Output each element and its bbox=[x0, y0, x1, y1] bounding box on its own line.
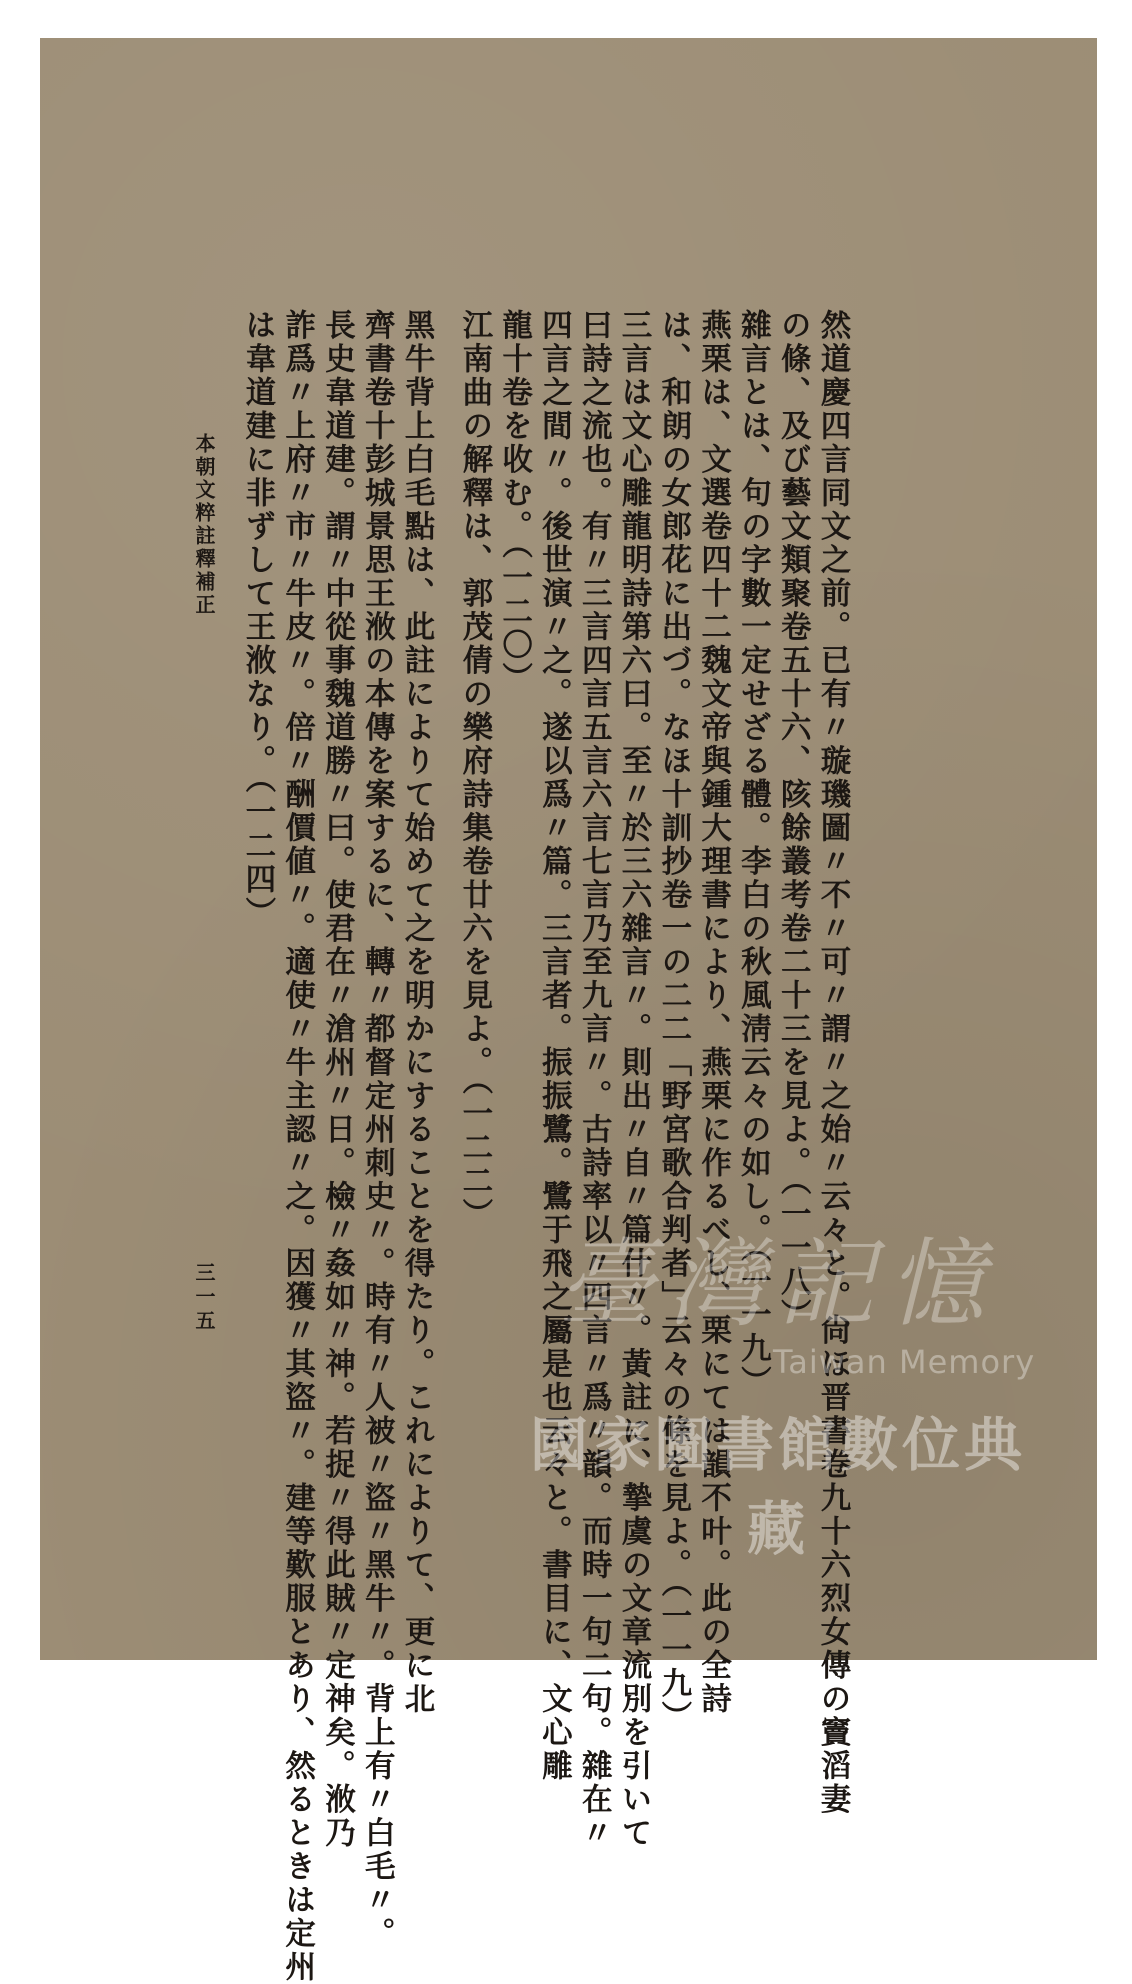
running-title: 本朝文粹註釋補正 bbox=[192, 433, 216, 617]
text-line: 然道慶四言同文之前。已有〃璇璣圖〃不〃可〃謂〃之始〃云々と。尙ほ晋書卷九十六烈女傳の竇滔妻 bbox=[815, 309, 851, 1817]
watermark-chinese: 國家圖書館數位典藏 bbox=[529, 1411, 1026, 1563]
text-line: 三言は文心雕龍明詩第六曰。至〃於三六雜言〃。則出〃自〃篇什〃。黃註に、摯虞の文章流別を引いて bbox=[616, 309, 653, 1850]
text-line: は韋道建に非ずして王浟なり。（一二四） bbox=[239, 309, 276, 931]
body-text bbox=[237, 309, 852, 1984]
text-line: は、和朗の女郎花に出づ。なほ十訓抄卷一の二二「野宮歌合判者」云々の條を見よ。（一一九） bbox=[655, 309, 692, 1735]
text-line: 曰詩之流也。有〃三言四言五言六言七言乃至九言〃。古詩率以〃四言〃爲〃韻。而時一句二句。雜在〃 bbox=[576, 309, 613, 1850]
watermark-script: 臺灣記憶 bbox=[558, 1228, 998, 1340]
text-line: 龍十卷を收む。（一二〇） bbox=[496, 309, 533, 696]
text-line: 江南曲の解釋は、郭茂倩の樂府詩集卷廿六を見よ。（一二二） bbox=[456, 309, 493, 1232]
text-line: の條、及び藝文類聚卷五十六、陔餘叢考卷二十三を見よ。（一一八） bbox=[775, 309, 812, 1333]
text-line: 長史韋道建。謂〃中從事魏道勝〃曰。使君在〃滄州〃日。檢〃姦如〃神。若捉〃得此賊〃定神矣。浟乃 bbox=[319, 309, 356, 1850]
text-line: 齊書卷十彭城景思王浟の本傳を案するに、轉〃都督定州刺史〃。時有〃人被〃盜〃黑牛〃。背上有〃白毛〃。 bbox=[359, 309, 396, 1951]
text-line: 四言之間〃。後世演〃之。遂以爲〃篇。三言者。振振鷺。鷺于飛之屬是也云々と。書目に、文心雕 bbox=[536, 309, 573, 1783]
text-line: 燕栗は、文選卷四十二魏文帝與鍾大理書により、燕栗に作るべし、栗にては韻不叶。此の全詩 bbox=[695, 309, 732, 1716]
watermark-english: Taiwan Memory bbox=[773, 1343, 1036, 1381]
text-line: 黑牛背上白毛點は、此註によりて始めて之を明かにすることを得たり。これによりて、更に北 bbox=[399, 309, 436, 1716]
text-line: 雜言とは、句の字數一定せざる體。李白の秋風淸云々の如し。（一一九） bbox=[735, 309, 772, 1400]
text-line: 詐爲〃上府〃市〃牛皮〃。倍〃酬價値〃。適使〃牛主認〃之。因獲〃其盜〃。建等歎服とあり、然るときは定州 bbox=[279, 309, 316, 1984]
page-number: 三一五 bbox=[192, 1262, 216, 1334]
book-page bbox=[40, 38, 1097, 1984]
